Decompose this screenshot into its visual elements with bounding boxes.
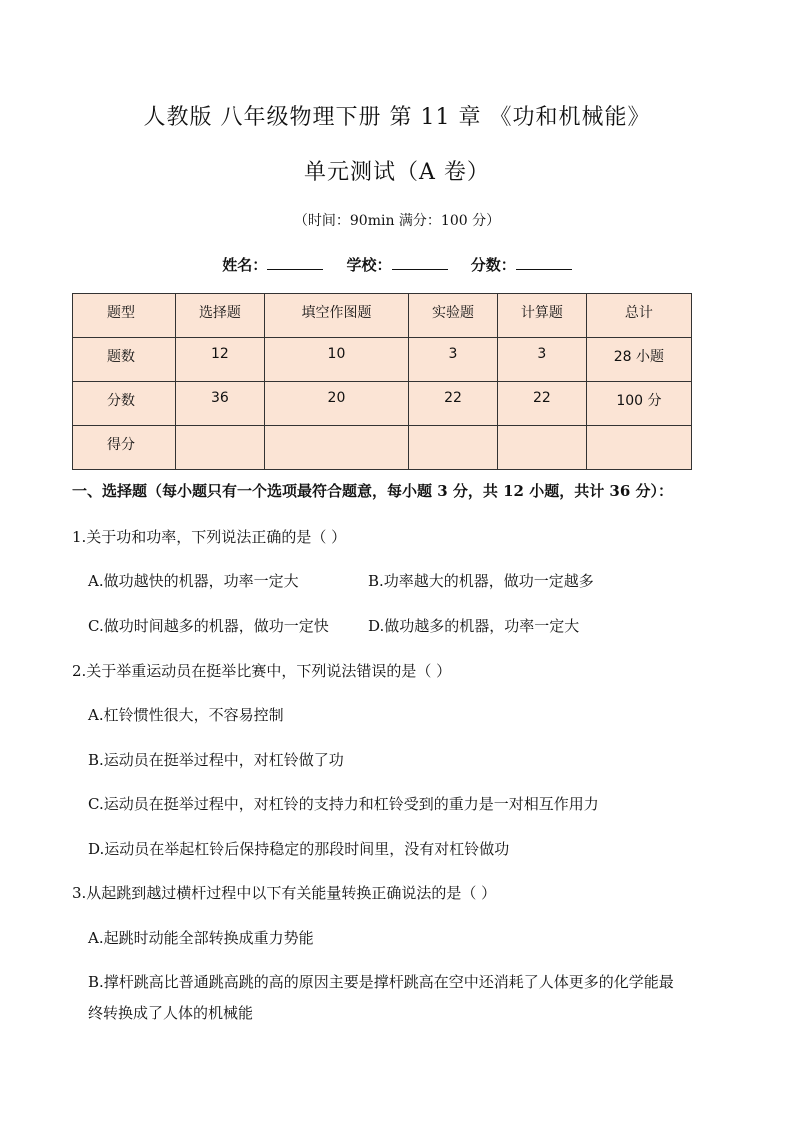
score-input-cell[interactable]	[409, 426, 498, 470]
table-row	[73, 426, 692, 470]
option-c[interactable]: C.做功时间越多的机器，做功一定快	[88, 617, 329, 635]
table-cell: 分数	[73, 382, 176, 426]
table-header-cell: 题型	[73, 294, 176, 338]
table-header-cell: 选择题	[176, 294, 265, 338]
option-d[interactable]: D.运动员在举起杠铃后保持稳定的那段时间里，没有对杠铃做功	[88, 840, 510, 858]
question-stem: 1.关于功和功率，下列说法正确的是（ ）	[72, 528, 347, 546]
table-cell: 10	[264, 338, 408, 382]
table-cell: 36	[176, 382, 265, 426]
score-input-cell[interactable]	[176, 426, 265, 470]
option-a[interactable]: A.杠铃惯性很大，不容易控制	[88, 706, 284, 724]
option-c[interactable]: C.运动员在挺举过程中，对杠铃的支持力和杠铃受到的重力是一对相互作用力	[88, 795, 599, 813]
score-input-cell[interactable]	[586, 426, 691, 470]
table-row	[73, 338, 692, 382]
table-header-cell: 实验题	[409, 294, 498, 338]
table-cell: 28 小题	[586, 338, 691, 382]
section-heading: 一、选择题（每小题只有一个选项最符合题意，每小题 3 分，共 12 小题，共计 36 分）：	[72, 482, 674, 500]
name-label: 姓名：	[222, 256, 268, 274]
table-header-cell: 填空作图题	[264, 294, 408, 338]
option-a[interactable]: A.起跳时动能全部转换成重力势能	[88, 929, 314, 947]
table-cell: 3	[409, 338, 498, 382]
score-blank[interactable]	[516, 255, 572, 270]
table-header-cell: 计算题	[497, 294, 586, 338]
exam-meta: （时间：90min 满分：100 分）	[293, 213, 501, 229]
question-stem: 3.从起跳到越过横杆过程中以下有关能量转换正确说法的是（ ）	[72, 884, 497, 902]
table-cell: 3	[497, 338, 586, 382]
table-cell: 12	[176, 338, 265, 382]
option-b-continued: 终转换成了人体的机械能	[88, 1004, 254, 1022]
score-input-cell[interactable]	[497, 426, 586, 470]
table-cell: 100 分	[586, 382, 691, 426]
table-cell: 得分	[73, 426, 176, 470]
option-b[interactable]: B.运动员在挺举过程中，对杠铃做了功	[88, 751, 344, 769]
table-cell: 22	[497, 382, 586, 426]
exam-title: 人教版 八年级物理下册 第 11 章 《功和机械能》	[143, 105, 651, 130]
table-header-row	[73, 294, 692, 338]
student-info-line	[0, 254, 794, 275]
option-d[interactable]: D.做功越多的机器，功率一定大	[368, 617, 580, 635]
option-b[interactable]: B.功率越大的机器，做功一定越多	[368, 572, 594, 590]
school-blank[interactable]	[392, 255, 448, 270]
school-label: 学校：	[346, 256, 392, 274]
table-header-cell: 总计	[586, 294, 691, 338]
name-blank[interactable]	[267, 255, 323, 270]
table-cell: 22	[409, 382, 498, 426]
table-row	[73, 382, 692, 426]
table-cell: 题数	[73, 338, 176, 382]
table-cell: 20	[264, 382, 408, 426]
option-b[interactable]: B.撑杆跳高比普通跳高跳的高的原因主要是撑杆跳高在空中还消耗了人体更多的化学能最	[88, 973, 674, 991]
score-input-cell[interactable]	[264, 426, 408, 470]
score-table	[72, 293, 692, 470]
option-a[interactable]: A.做功越快的机器，功率一定大	[88, 572, 299, 590]
exam-subtitle: 单元测试（A 卷）	[304, 160, 490, 185]
question-stem: 2.关于举重运动员在挺举比赛中，下列说法错误的是（ ）	[72, 662, 452, 680]
score-label: 分数：	[470, 256, 516, 274]
